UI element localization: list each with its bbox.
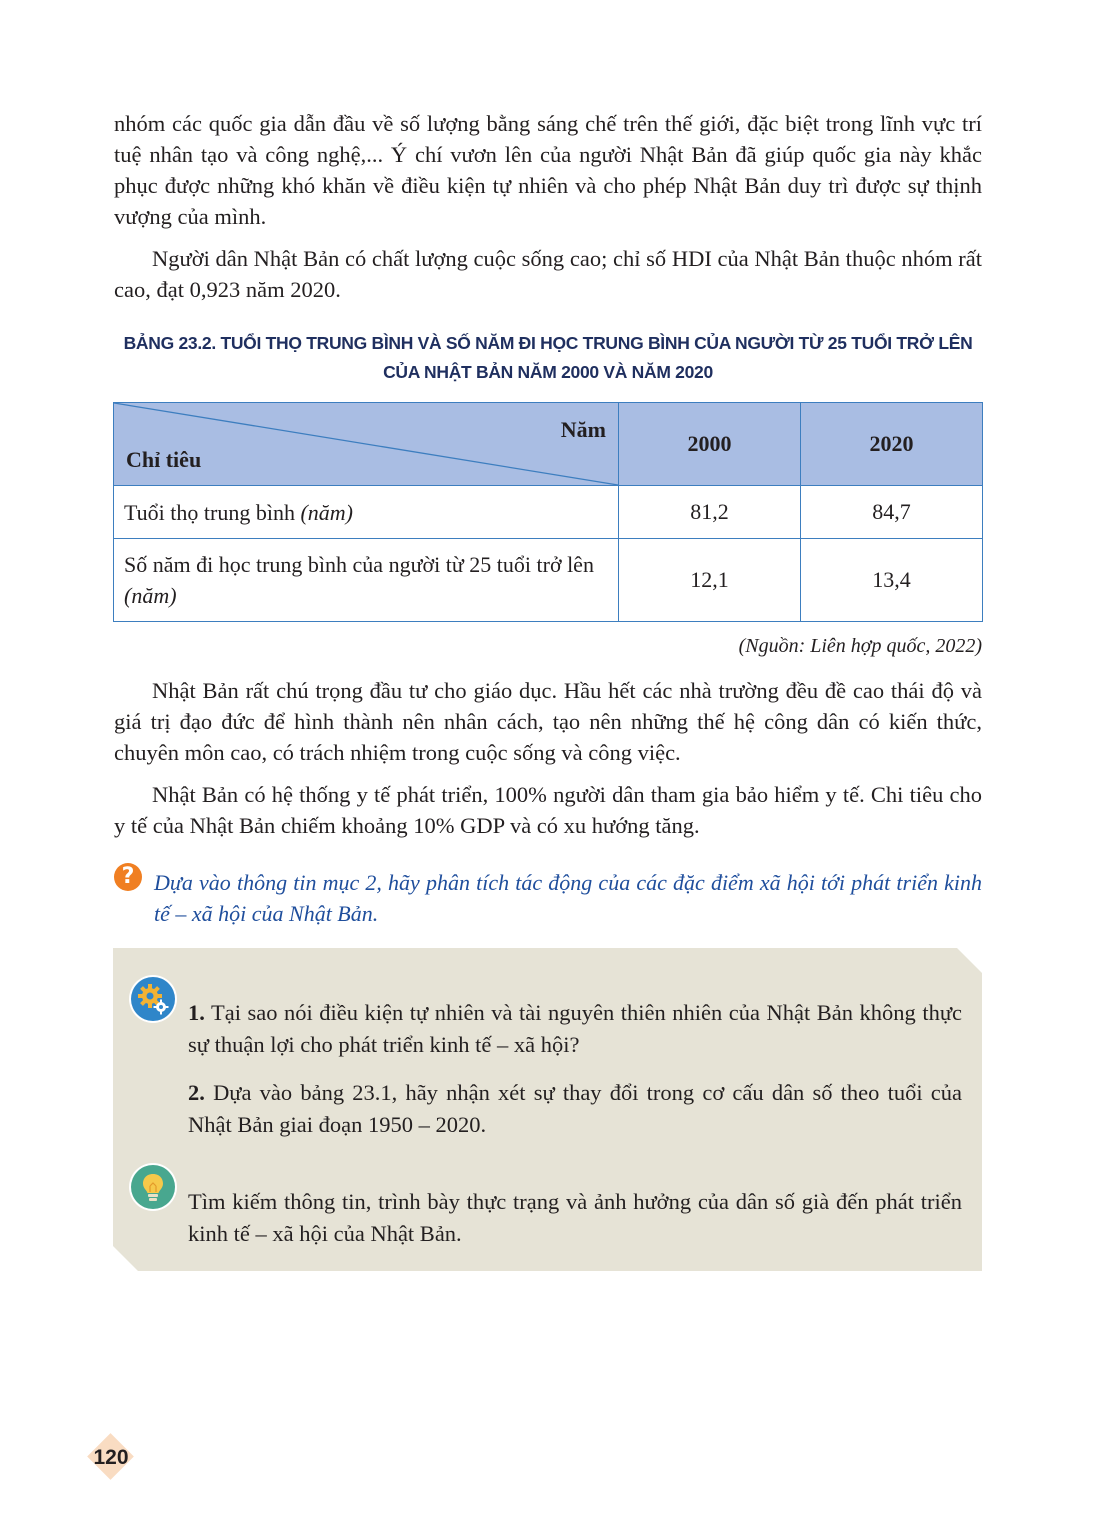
- lightbulb-icon: [131, 1165, 175, 1209]
- table-header-row: [114, 403, 983, 486]
- paragraph-1: nhóm các quốc gia dẫn đầu về số lượng bằng sáng chế trên thế giới, đặc biệt trong lĩnh vực trí tuệ nhân tạo và công nghệ,... Ý chí vươn lên của người Nhật Bản đã giúp quốc gia này khắc phục được những khó khăn về điều kiện tự nhiên và cho phép Nhật Bản duy trì được sự thịnh vượng của mình.: [114, 111, 982, 229]
- table-source: (Nguồn: Liên hợp quốc, 2022): [738, 635, 982, 657]
- apply-text: Tìm kiếm thông tin, trình bày thực trạng và ảnh hưởng của dân số già đến phát triển kinh tế – xã hội của Nhật Bản.: [188, 1189, 962, 1246]
- page-number-text: 120: [93, 1446, 129, 1469]
- question-text: Dựa vào thông tin mục 2, hãy phân tích tác động của các đặc điểm xã hội tới phát triển kinh tế – xã hội của Nhật Bản.: [154, 870, 982, 926]
- header-year-label: Năm: [560, 417, 606, 442]
- practice-question-1-number: 1.: [188, 1000, 205, 1025]
- row-value-2020: 84,7: [801, 486, 983, 539]
- row-value-2000: 81,2: [619, 486, 801, 539]
- header-diagonal-cell: [114, 403, 619, 486]
- data-table: [113, 402, 983, 622]
- row-label: [114, 486, 619, 539]
- header-2020: 2020: [801, 403, 983, 486]
- table-caption: [114, 329, 982, 387]
- paragraph-2: Người dân Nhật Bản có chất lượng cuộc sống cao; chỉ số HDI của Nhật Bản thuộc nhóm rất cao, đạt 0,923 năm 2020.: [114, 246, 982, 302]
- row-unit: (năm): [124, 583, 177, 608]
- page-number: [88, 1434, 134, 1480]
- question-icon: ?: [114, 863, 142, 891]
- row-label: [114, 539, 619, 622]
- row-unit: (năm): [300, 499, 353, 525]
- practice-question-2: [188, 1077, 962, 1141]
- table-row: [114, 539, 983, 622]
- gear-icon: [131, 977, 175, 1021]
- paragraph-4: Nhật Bản có hệ thống y tế phát triển, 100% người dân tham gia bảo hiểm y tế. Chi tiêu cho y tế của Nhật Bản chiếm khoảng 10% GDP và có xu hướng tăng.: [114, 782, 982, 838]
- header-criteria-label: Chỉ tiêu: [126, 447, 202, 472]
- practice-question-1-text: Tại sao nói điều kiện tự nhiên và tài nguyên thiên nhiên của Nhật Bản không thực sự thuận lợi cho phát triển kinh tế – xã hội?: [188, 1000, 963, 1057]
- practice-question-1: [188, 997, 962, 1061]
- row-value-2020: 13,4: [801, 539, 983, 622]
- paragraph-3: Nhật Bản rất chú trọng đầu tư cho giáo dục. Hầu hết các nhà trường đều đề cao thái độ và giá trị đạo đức để hình thành nên nhân cách, tạo nên những thế hệ công dân có kiến thức, chuyên môn cao, có trách nhiệm trong cuộc sống và công việc.: [114, 678, 982, 765]
- row-label-text: Số năm đi học trung bình của người từ 25 tuổi trở lên: [124, 552, 594, 577]
- table-row: [114, 486, 983, 539]
- question-block: [114, 864, 982, 929]
- header-2000: 2000: [619, 403, 801, 486]
- practice-question-2-number: 2.: [188, 1080, 205, 1105]
- practice-question-2-text: Dựa vào bảng 23.1, hãy nhận xét sự thay đổi trong cơ cấu dân số theo tuổi của Nhật Bản giai đoạn 1950 – 2020.: [188, 1080, 962, 1137]
- table-caption-line-1: BẢNG 23.2. TUỔI THỌ TRUNG BÌNH VÀ SỐ NĂM ĐI HỌC TRUNG BÌNH CỦA NGƯỜI TỪ 25 TUỔI TRỞ LÊN: [123, 333, 973, 353]
- row-label-text: Tuổi thọ trung bình: [124, 499, 295, 525]
- row-value-2000: 12,1: [619, 539, 801, 622]
- table-caption-line-2: CỦA NHẬT BẢN NĂM 2000 VÀ NĂM 2020: [383, 362, 713, 382]
